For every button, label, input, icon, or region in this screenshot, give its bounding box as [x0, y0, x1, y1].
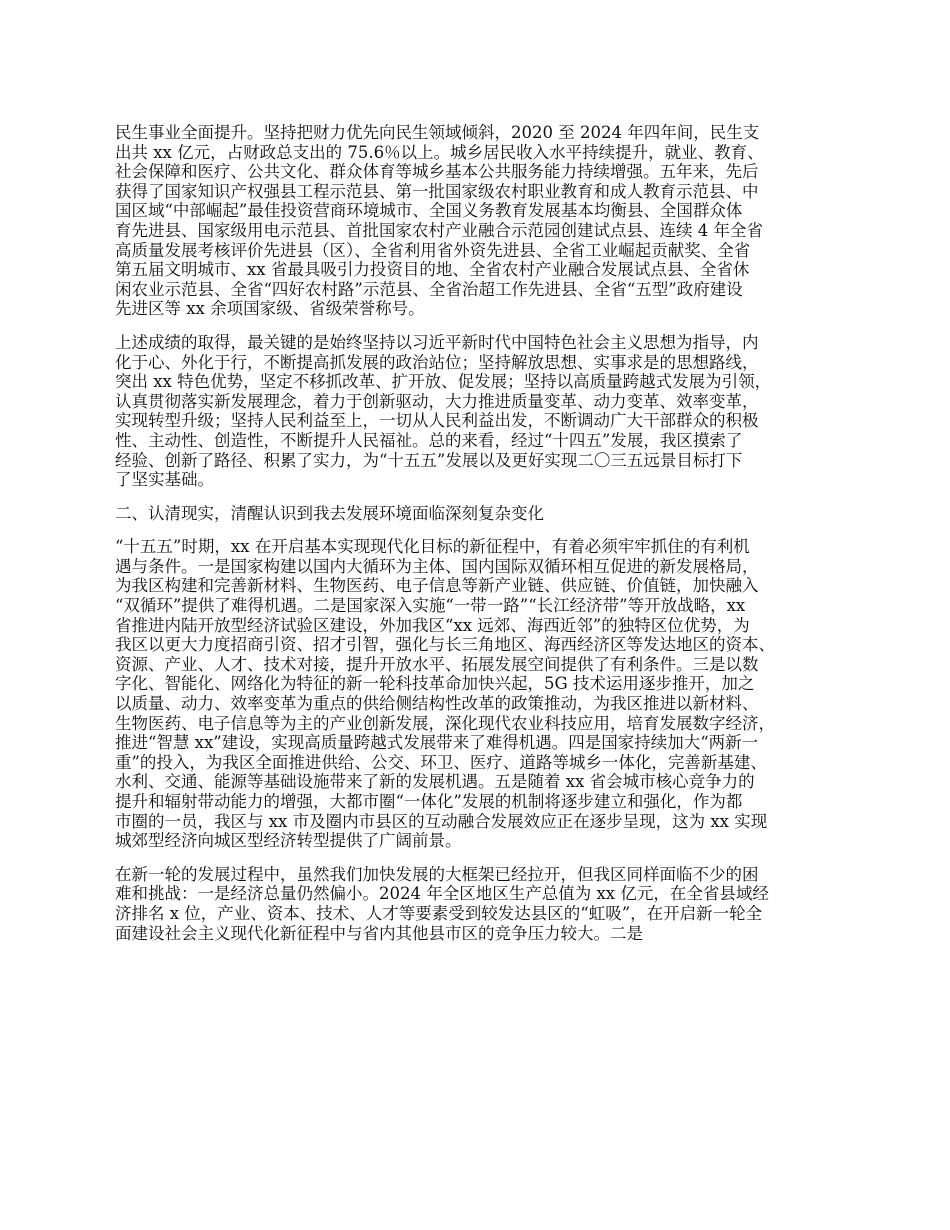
paragraph-livelihood: 民生事业全面提升。坚持把财力优先向民生领域倾斜，2020 至 2024 年四年间，民生支 出共 xx 亿元，占财政总支出的 75.6％以上。城乡居民收入水平持续提升，就业、教育、 社会保障和医疗、公共文化、群众体育等城乡基本公共服务能力持续增强。五年来，先后 获得了国家知识产权强县工程示范县、第一批国家级农村职业教育和成人教育示范县、中 国区域“中部崛起”最佳投资营商环境城市、全国义务教育发展基本均衡县、全国群众体 育先进县、国家级用电示范县、首批国家农村产业融合示范园创建试点县、连续 4 年全省 高质量发展考核评价先进县（区）、全省利用省外资先进县、全省工业崛起贡献奖、全省 第五届文明城市、xx 省最具吸引力投资目的地、全省农村产业融合发展试点县、全省休 闲农业示范县、全省“四好农村路”示范县、全省治超工作先进县、全省“五型”政府建设 先进区等 xx 余项国家级、省级荣誉称号。	[115, 123, 764, 319]
section-heading: 二、认清现实，清醒认识到我去发展环境面临深刻复杂变化	[115, 503, 544, 523]
paragraph-challenges: 在新一轮的发展过程中，虽然我们加快发展的大框架已经拉开，但我区同样面临不少的困 难和挑战：一是经济总量仍然偏小。2024 年全区地区生产总值为 xx 亿元，在全省县域经 济排名 x 位，产业、资本、技术、人才等要素受到较发达县区的“虹吸”，在开启新一轮全 面建设社会主义现代化新征程中与省内其他县市区的竞争压力较大。二是	[115, 864, 769, 943]
paragraph-opportunities: “十五五”时期，xx 在开启基本实现现代化目标的新征程中，有着必须牢牢抓住的有利机 遇与条件。一是国家构建以国内大循环为主体、国内国际双循环相互促进的新发展格局， 为我区构建和完善新材料、生物医药、电子信息等新产业链、供应链、价值链，加快融入 “双循环”提供了难得机遇。二是国家深入实施“一带一路”“长江经济带”等开放战略，xx 省推进内陆开放型经济试验区建设，外加我区“xx 远郊、海西近邻”的独特区位优势，为 我区以更大力度招商引资、招才引智，强化与长三角地区、海西经济区等发达地区的资本、 资源、产业、人才、技术对接，提升开放水平、拓展发展空间提供了有利条件。三是以数 字化、智能化、网络化为特征的新一轮科技革命加快兴起，5G 技术运用逐步推开，加之 以质量、动力、效率变革为重点的供给侧结构性改革的政策推动，为我区推进以新材料、 生物医药、电子信息等为主的产业创新发展，深化现代农业科技应用，培育发展数字经济， 推进“智慧 xx”建设，实现高质量跨越式发展带来了难得机遇。四是国家持续加大“两新一 重”的投入，为我区全面推进供给、公交、环卫、医疗、道路等城乡一体化，完善新基建、 水利、交通、能源等基础设施带来了新的发展机遇。五是随着 xx 省会城市核心竞争力的 提升和辐射带动能力的增强，大都市圈“一体化”发展的机制将逐步建立和强化，作为都 市圈的一员，我区与 xx 市及圈内市县区的互动融合发展效应正在逐步呈现，这为 xx 实现 城郊型经济向城区型经济转型提供了广阔前景。	[115, 537, 775, 851]
paragraph-achievements-summary: 上述成绩的取得，最关键的是始终坚持以习近平新时代中国特色社会主义思想为指导，内 化于心、外化于行，不断提高抓发展的政治站位；坚持解放思想、实事求是的思想路线， 突出 xx 特色优势，坚定不移抓改革、扩开放、促发展；坚持以高质量跨越式发展为引领， 认真贯彻落实新发展理念，着力于创新驱动，大力推进质量变革、动力变革、效率变革， 实现转型升级；坚持人民利益至上，一切从人民利益出发，不断调动广大干部群众的积极 性、主动性、创造性，不断提升人民福祉。总的来看，经过“十四五”发展，我区摸索了 经验、创新了路径、积累了实力，为“十五五”发展以及更好实现二〇三五远景目标打下 了坚实基础。	[115, 332, 772, 490]
document-body	[115, 123, 855, 957]
